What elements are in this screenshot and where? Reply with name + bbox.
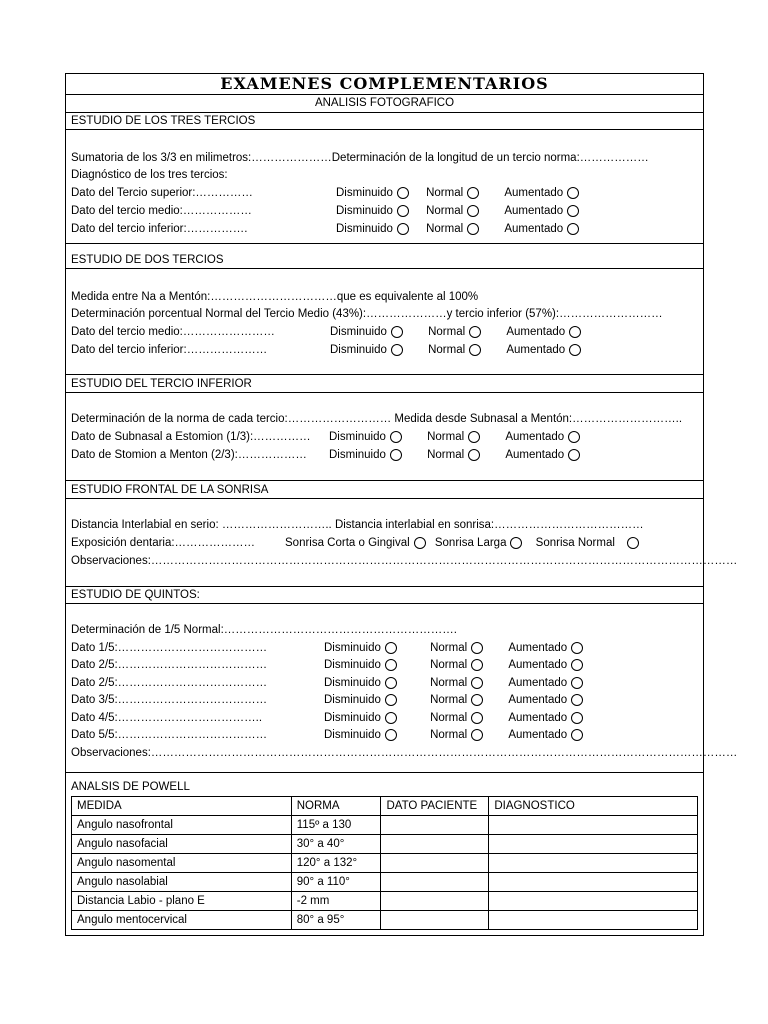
diagnostico-label: Diagnóstico de los tres tercios: bbox=[71, 169, 228, 181]
radio-normal[interactable] bbox=[468, 431, 480, 443]
table-row bbox=[72, 854, 698, 873]
table-row bbox=[72, 835, 698, 854]
dato-paciente-cell[interactable] bbox=[381, 816, 489, 835]
norma-cell: -2 mm bbox=[291, 892, 381, 911]
sonrisa-options: Sonrisa Corta o Gingival Sonrisa Larga Sonrisa Normal bbox=[285, 536, 639, 550]
radio-normal[interactable] bbox=[471, 729, 483, 741]
radio-normal[interactable] bbox=[467, 205, 479, 217]
norma-tercio-field[interactable]: Determinación de la norma de cada tercio:……………………… Medida desde Subnasal a Mentón:……………………….. bbox=[71, 413, 683, 425]
powell-table bbox=[71, 796, 698, 930]
distancia-interlabial-field[interactable]: Distancia Interlabial en serio: ……………………….. Distancia interlabial en sonrisa:………………………………… bbox=[71, 519, 644, 531]
radio-normal[interactable] bbox=[471, 642, 483, 654]
section-sonrisa bbox=[66, 499, 738, 587]
quinto-normal-field[interactable]: Determinación de 1/5 Normal:……………………………………………………. bbox=[71, 624, 457, 636]
radio-sonrisa-normal[interactable] bbox=[627, 537, 639, 549]
radio-normal[interactable] bbox=[467, 187, 479, 199]
radio-disminuido[interactable] bbox=[397, 205, 409, 217]
dato-paciente-cell[interactable] bbox=[381, 911, 489, 930]
norma-cell: 115º a 130 bbox=[291, 816, 381, 835]
tercio-superior-options: Disminuido Normal Aumentado bbox=[336, 186, 579, 200]
radio-aumentado[interactable] bbox=[571, 677, 583, 689]
radio-disminuido[interactable] bbox=[385, 712, 397, 724]
diagnostico-cell[interactable] bbox=[489, 911, 698, 930]
radio-aumentado[interactable] bbox=[571, 694, 583, 706]
column-header: MEDIDA bbox=[72, 797, 292, 816]
quinto-dato-options: Disminuido Normal Aumentado bbox=[324, 728, 583, 742]
radio-aumentado[interactable] bbox=[571, 659, 583, 671]
quinto-dato-field[interactable]: Dato 3/5:………………………………… bbox=[71, 694, 268, 706]
table-row bbox=[72, 816, 698, 835]
section-header-tercio-inferior: ESTUDIO DEL TERCIO INFERIOR bbox=[66, 375, 703, 393]
radio-aumentado[interactable] bbox=[571, 642, 583, 654]
medida-na-menton-field[interactable]: Medida entre Na a Mentón:……………………………que es equivalente al 100% bbox=[71, 291, 479, 303]
norma-cell: 90° a 110° bbox=[291, 873, 381, 892]
medida-cell: Distancia Labio - plano E bbox=[72, 892, 292, 911]
table-row bbox=[72, 892, 698, 911]
radio-disminuido[interactable] bbox=[385, 677, 397, 689]
radio-aumentado[interactable] bbox=[568, 449, 580, 461]
dos-tercio-inferior-options: Disminuido Normal Aumentado bbox=[330, 343, 581, 357]
quinto-dato-options: Disminuido Normal Aumentado bbox=[324, 711, 583, 725]
section-tercio-inferior bbox=[66, 393, 703, 481]
radio-aumentado[interactable] bbox=[569, 326, 581, 338]
exposicion-dentaria-field[interactable]: Exposición dentaria:………………… bbox=[71, 537, 256, 549]
quinto-dato-field[interactable]: Dato 2/5:………………………………… bbox=[71, 659, 268, 671]
section-tres-tercios bbox=[66, 130, 703, 244]
dato-paciente-cell[interactable] bbox=[381, 835, 489, 854]
form-title: EXAMENES COMPLEMENTARIOS bbox=[66, 74, 703, 95]
radio-aumentado[interactable] bbox=[568, 431, 580, 443]
dato-paciente-cell[interactable] bbox=[381, 873, 489, 892]
diagnostico-cell[interactable] bbox=[489, 816, 698, 835]
dos-tercio-medio-field[interactable]: Dato del tercio medio:…………………… bbox=[71, 326, 275, 338]
radio-disminuido[interactable] bbox=[385, 659, 397, 671]
radio-disminuido[interactable] bbox=[391, 326, 403, 338]
radio-disminuido[interactable] bbox=[390, 449, 402, 461]
quinto-dato-field[interactable]: Dato 4/5:……………………………….. bbox=[71, 712, 263, 724]
column-header: DATO PACIENTE bbox=[381, 797, 489, 816]
medida-cell: Angulo nasomental bbox=[72, 854, 292, 873]
dos-tercio-medio-options: Disminuido Normal Aumentado bbox=[330, 325, 581, 339]
diagnostico-cell[interactable] bbox=[489, 854, 698, 873]
table-row bbox=[72, 873, 698, 892]
quinto-dato-field[interactable]: Dato 2/5:………………………………… bbox=[71, 677, 268, 689]
quinto-dato-field[interactable]: Dato 1/5:………………………………… bbox=[71, 642, 268, 654]
subnasal-estomion-options: Disminuido Normal Aumentado bbox=[329, 430, 580, 444]
section-dos-tercios bbox=[66, 269, 703, 375]
diagnostico-cell[interactable] bbox=[489, 835, 698, 854]
column-header: DIAGNOSTICO bbox=[489, 797, 698, 816]
dato-paciente-cell[interactable] bbox=[381, 892, 489, 911]
table-header-row bbox=[72, 797, 698, 816]
diagnostico-cell[interactable] bbox=[489, 892, 698, 911]
tercio-inferior-field[interactable]: Dato del tercio inferior:……………. bbox=[71, 223, 248, 235]
medida-cell: Angulo nasolabial bbox=[72, 873, 292, 892]
radio-aumentado[interactable] bbox=[571, 712, 583, 724]
sumatoria-field[interactable]: Sumatoria de los 3/3 en milimetros:…………………Determinación de la longitud de un tercio norma:……………… bbox=[71, 152, 649, 164]
radio-disminuido[interactable] bbox=[397, 223, 409, 235]
radio-aumentado[interactable] bbox=[567, 187, 579, 199]
radio-sonrisa-corta[interactable] bbox=[414, 537, 426, 549]
quinto-dato-options: Disminuido Normal Aumentado bbox=[324, 641, 583, 655]
quinto-dato-options: Disminuido Normal Aumentado bbox=[324, 658, 583, 672]
radio-normal[interactable] bbox=[471, 659, 483, 671]
norma-cell: 120° a 132° bbox=[291, 854, 381, 873]
radio-sonrisa-larga[interactable] bbox=[510, 537, 522, 549]
radio-aumentado[interactable] bbox=[569, 344, 581, 356]
radio-disminuido[interactable] bbox=[385, 729, 397, 741]
quintos-observaciones-field[interactable]: Observaciones:……………………………………………………………………………………………………………………………………… bbox=[71, 747, 738, 759]
radio-normal[interactable] bbox=[467, 223, 479, 235]
quinto-dato-field[interactable]: Dato 5/5:………………………………… bbox=[71, 729, 268, 741]
radio-disminuido[interactable] bbox=[390, 431, 402, 443]
exam-form bbox=[65, 73, 738, 936]
radio-disminuido[interactable] bbox=[391, 344, 403, 356]
radio-normal[interactable] bbox=[468, 449, 480, 461]
quinto-dato-options: Disminuido Normal Aumentado bbox=[324, 693, 583, 707]
dato-paciente-cell[interactable] bbox=[381, 854, 489, 873]
section-header-quintos: ESTUDIO DE QUINTOS: bbox=[66, 586, 703, 604]
section-quintos bbox=[66, 604, 738, 773]
radio-normal[interactable] bbox=[471, 694, 483, 706]
porcentual-field[interactable]: Determinación porcentual Normal del Tercio Medio (43%):…………………y tercio inferior (57%):……………………… bbox=[71, 308, 663, 320]
column-header: NORMA bbox=[291, 797, 381, 816]
sonrisa-observaciones-field[interactable]: Observaciones:……………………………………………………………………………………………………………………………………… bbox=[71, 555, 738, 567]
radio-aumentado[interactable] bbox=[567, 205, 579, 217]
stomion-menton-options: Disminuido Normal Aumentado bbox=[329, 448, 580, 462]
radio-disminuido[interactable] bbox=[385, 694, 397, 706]
table-row bbox=[72, 911, 698, 930]
radio-normal[interactable] bbox=[469, 326, 481, 338]
radio-disminuido[interactable] bbox=[397, 187, 409, 199]
section-header-tres-tercios: ESTUDIO DE LOS TRES TERCIOS bbox=[66, 112, 703, 130]
medida-cell: Angulo mentocervical bbox=[72, 911, 292, 930]
radio-normal[interactable] bbox=[469, 344, 481, 356]
tercio-medio-options: Disminuido Normal Aumentado bbox=[336, 204, 579, 218]
radio-disminuido[interactable] bbox=[385, 642, 397, 654]
radio-aumentado[interactable] bbox=[567, 223, 579, 235]
radio-normal[interactable] bbox=[471, 712, 483, 724]
stomion-menton-field[interactable]: Dato de Stomion a Menton (2/3):……………… bbox=[71, 449, 307, 461]
tercio-medio-field[interactable]: Dato del tercio medio:……………… bbox=[71, 205, 252, 217]
radio-aumentado[interactable] bbox=[571, 729, 583, 741]
quinto-dato-options: Disminuido Normal Aumentado bbox=[324, 676, 583, 690]
norma-cell: 80° a 95° bbox=[291, 911, 381, 930]
norma-cell: 30° a 40° bbox=[291, 835, 381, 854]
form-subtitle: ANALISIS FOTOGRAFICO bbox=[66, 94, 703, 113]
section-header-sonrisa: ESTUDIO FRONTAL DE LA SONRISA bbox=[66, 481, 703, 499]
medida-cell: Angulo nasofacial bbox=[72, 835, 292, 854]
section-header-dos-tercios: ESTUDIO DE DOS TERCIOS bbox=[66, 251, 703, 269]
medida-cell: Angulo nasofrontal bbox=[72, 816, 292, 835]
tercio-inferior-options: Disminuido Normal Aumentado bbox=[336, 222, 579, 236]
tercio-superior-field[interactable]: Dato del Tercio superior:…………… bbox=[71, 187, 253, 199]
radio-normal[interactable] bbox=[471, 677, 483, 689]
subnasal-estomion-field[interactable]: Dato de Subnasal a Estomion (1/3):…………… bbox=[71, 431, 311, 443]
diagnostico-cell[interactable] bbox=[489, 873, 698, 892]
dos-tercio-inferior-field[interactable]: Dato del tercio inferior:………………… bbox=[71, 344, 268, 356]
section-header-powell: ANALSIS DE POWELL bbox=[71, 781, 190, 793]
